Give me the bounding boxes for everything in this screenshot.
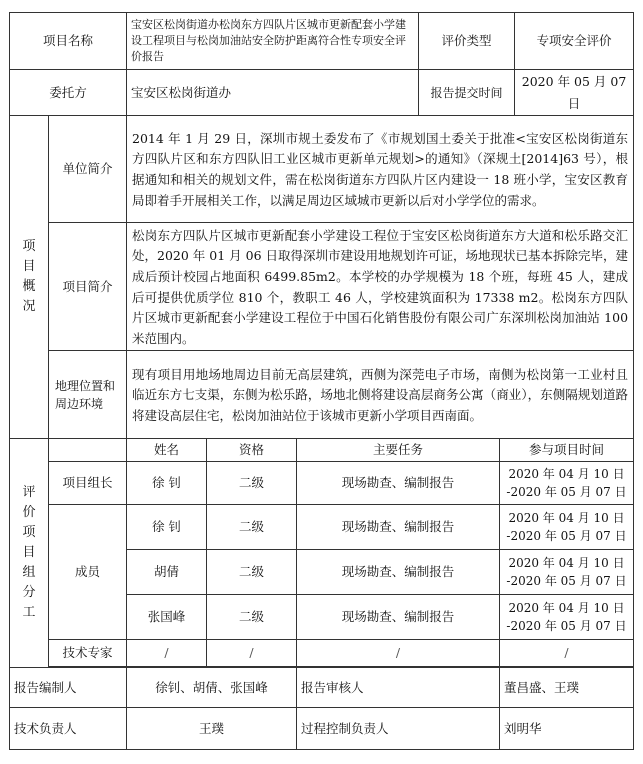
member-task: 现场勘查、编制报告 [297, 550, 500, 595]
member-time [500, 462, 634, 505]
member-time-end: -2020 年 05 月 07 日 [506, 574, 627, 588]
eval-type-label: 评价类型 [419, 13, 515, 70]
process-lead-label: 过程控制负责人 [297, 708, 500, 750]
members-label: 成员 [49, 505, 127, 640]
overview-section-label [10, 116, 49, 439]
member-task: 现场勘查、编制报告 [297, 595, 500, 640]
tech-lead-label: 技术负责人 [10, 708, 127, 750]
tech-row [10, 708, 634, 750]
member-task: 现场勘查、编制报告 [297, 462, 500, 505]
overview-label-text: 项目概况 [22, 239, 36, 314]
member-qual: 二级 [207, 550, 297, 595]
member-time-start: 2020 年 04 月 10 日 [508, 467, 625, 481]
compiler-value: 徐钊、胡倩、张国峰 [127, 668, 297, 708]
col-task-header: 主要任务 [297, 439, 500, 462]
expert-time-empty: / [500, 640, 634, 667]
member-name: 胡倩 [127, 550, 207, 595]
client-row [10, 70, 634, 116]
member-time-end: -2020 年 05 月 07 日 [506, 485, 627, 499]
unit-intro-row [10, 116, 634, 223]
process-lead-value: 刘明华 [500, 708, 634, 750]
member-name: 徐 钊 [127, 505, 207, 550]
team-section-label [10, 439, 49, 668]
compiler-row [10, 668, 634, 708]
reviewer-label: 报告审核人 [297, 668, 500, 708]
member-time-end: -2020 年 05 月 07 日 [506, 619, 627, 633]
eval-type-value: 专项安全评价 [515, 13, 634, 70]
member-task: 现场勘查、编制报告 [297, 505, 500, 550]
team-header-row [10, 439, 634, 462]
compiler-label: 报告编制人 [10, 668, 127, 708]
unit-intro-label: 单位简介 [49, 116, 127, 223]
client-label: 委托方 [10, 70, 127, 116]
member-qual: 二级 [207, 505, 297, 550]
submit-date-value: 2020 年 05 月 07 日 [515, 70, 634, 116]
tech-lead-value: 王璞 [127, 708, 297, 750]
member-time-start: 2020 年 04 月 10 日 [508, 601, 625, 615]
member-name: 张国峰 [127, 595, 207, 640]
member-qual: 二级 [207, 595, 297, 640]
unit-intro-text: 2014 年 1 月 29 日，深圳市规土委发布了《市规划国土委关于批准<宝安区松岗街道东方四队片区和东方四队旧工业区城市更新单元规划>的通知》（深规土[2014]63 号），根据通知和相关的规划文件，需在松岗街道东方四队片区内建设一 18 班小学，宝安区教育局即着手开展相关工作，以满足周边区域城市更新以后对小学学位的需求。 [127, 116, 634, 223]
team-row-member [10, 505, 634, 550]
team-row-leader [10, 462, 634, 505]
member-time-end: -2020 年 05 月 07 日 [506, 529, 627, 543]
project-name-value: 宝安区松岗街道办松岗东方四队片区城市更新配套小学建设工程项目与松岗加油站安全防护距离符合性专项安全评价报告 [127, 13, 419, 70]
member-time-start: 2020 年 04 月 10 日 [508, 556, 625, 570]
evaluation-info-table [9, 12, 634, 750]
expert-qual-empty: / [207, 640, 297, 667]
client-value: 宝安区松岗街道办 [127, 70, 419, 116]
expert-task-empty: / [297, 640, 500, 667]
location-label: 地理位置和周边环境 [49, 351, 127, 439]
member-time [500, 550, 634, 595]
project-intro-text: 松岗东方四队片区城市更新配套小学建设工程位于宝安区松岗街道东方大道和松乐路交汇处，2020 年 01 月 06 日取得深圳市建设用地规划许可证，场地现状已基本拆除完毕，建成后预计校园占地面积 6499.85m2。本学校的办学规模为 18 个班，每班 45 人，建成后可提供优质学位 810 个，教职工 46 人，学校建筑面积为 17338 m2。松岗东方四队片区城市更新配套小学建设工程位于中国石化销售股份有限公司广东深圳松岗加油站 100 米范围内。 [127, 223, 634, 351]
member-time [500, 505, 634, 550]
col-name-header: 姓名 [127, 439, 207, 462]
member-time [500, 595, 634, 640]
team-label-text: 评价项目组分工 [22, 485, 36, 620]
member-qual: 二级 [207, 462, 297, 505]
project-name-row [10, 13, 634, 70]
leader-label: 项目组长 [49, 462, 127, 505]
project-intro-label: 项目简介 [49, 223, 127, 351]
member-name: 徐 钊 [127, 462, 207, 505]
project-intro-row [10, 223, 634, 351]
col-qual-header: 资格 [207, 439, 297, 462]
location-row [10, 351, 634, 439]
expert-name-empty: / [127, 640, 207, 667]
project-name-label: 项目名称 [10, 13, 127, 70]
expert-label: 技术专家 [49, 640, 127, 667]
team-row-expert [10, 640, 634, 667]
reviewer-value: 董昌盛、王璞 [500, 668, 634, 708]
col-time-header: 参与项目时间 [500, 439, 634, 462]
location-text: 现有项目用地场地周边目前无高层建筑，西侧为深莞电子市场，南侧为松岗第一工业村且临近东方七支渠，东侧为松乐路，场地北侧将建设高层商务公寓（商业），东侧隔规划道路将建设高层住宅，松岗加油站位于该城市更新小学项目西南面。 [127, 351, 634, 439]
member-time-start: 2020 年 04 月 10 日 [508, 511, 625, 525]
submit-date-label: 报告提交时间 [419, 70, 515, 116]
team-header-blank [49, 439, 127, 462]
